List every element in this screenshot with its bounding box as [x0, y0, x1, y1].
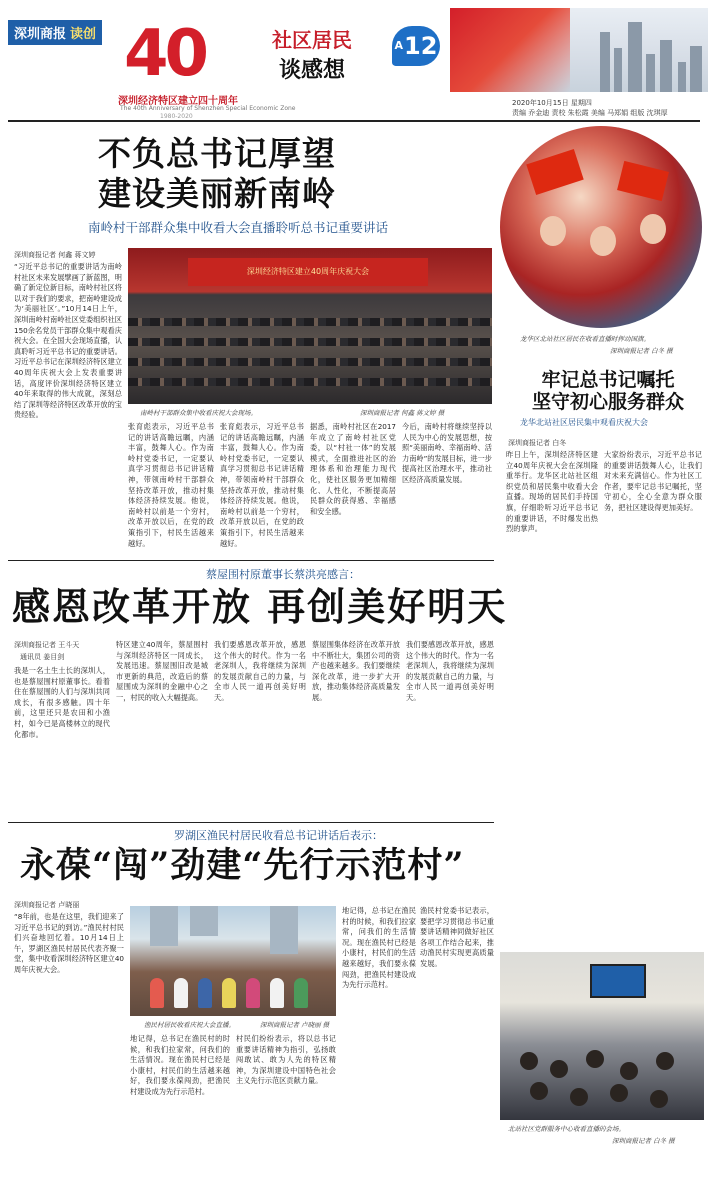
story2-col4b: 我们要感恩改革开放，感恩这个伟大的时代。作为一名老深圳人，我将继续为深圳的发展贡献自己的力量，与全市人民一道再创美好明天。: [406, 640, 494, 702]
masthead: [0, 0, 708, 120]
story-right-subhead: 龙华北站社区居民集中观看庆祝大会: [520, 418, 648, 427]
anniversary-years: 1980-2020: [160, 113, 193, 120]
story-right-headline-line2: 坚守初心服务群众: [532, 391, 685, 413]
page-number-badge: [392, 26, 440, 66]
story1-photo-caption: 南岭村干部群众集中收看庆祝大会现场。: [140, 409, 257, 417]
section-title-line2: 谈感想: [278, 57, 345, 83]
story-right-col2: 大家纷纷表示，习近平总书记的重要讲话鼓舞人心，让我们对未来充满信心。作为社区工作者，要牢记总书记嘱托，坚守初心，全心全意为群众服务，把社区建设得更加美好。: [604, 450, 702, 512]
story2-col1: 我是一名土生土长的深圳人，也是蔡屋围村原董事长。看着住在蔡屋围的人们与深圳共同成长，有很多感触。四十年前，这里还只是农田和小渔村，如今已是高楼林立的现代化都市。: [14, 666, 110, 739]
tv-screen: [590, 964, 646, 998]
story1-subhead: 南岭村干部群众集中收看大会直播聆听总书记重要讲话: [88, 220, 389, 235]
story2-headline: 感恩改革开放 再创美好明天: [12, 584, 508, 629]
story2-byline2: 通讯员 姜目剑: [20, 653, 65, 661]
brand-name: 深圳商报: [14, 27, 67, 42]
masthead-rule: [8, 120, 700, 122]
anniversary-en: The 40th Anniversary of Shenzhen Special Economic Zone: [120, 105, 296, 112]
story-right-byline: 深圳商报记者 白冬: [508, 439, 567, 447]
story-right-col1: 昨日上午，深圳经济特区建立40周年庆祝大会在深圳隆重举行。龙华区北站社区组织党员和居民集中收看大会直播。现场的居民们手持国旗，仔细聆听习近平总书记的重要讲话，不时爆发出热烈的掌声。: [506, 450, 598, 534]
story-right-photo-caption: 龙华区北站社区居民在收看直播时挥动国旗。: [520, 335, 650, 343]
newspaper-brand: [8, 20, 102, 45]
anniversary-number: 40: [124, 17, 206, 91]
story1-headline: [98, 134, 336, 214]
story2-col4: 蔡屋围集体经济在改革开放中不断壮大，集团公司的资产也越来越多。我们要继续深化改革，进一步扩大开放，推动集体经济高质量发展。: [312, 640, 400, 702]
flag-graphic: [617, 161, 669, 201]
anniversary-title: 深圳经济特区建立四十周年: [118, 96, 238, 107]
story1-photo: [128, 248, 492, 404]
story3-col2: 地记得，总书记在渔民村的时候，和我们拉家常，问我们的生活情况。现在渔民村已经是小康村，村民们的生活越来越好，我们要永葆闯劲，把渔民村建设成为先行示范村。: [130, 1034, 230, 1096]
pub-editors: 责编 乔金迪 责校 朱松霞 美编 马郑娟 组版 沈琪厚: [512, 109, 668, 117]
section-title-line1: 社区居民: [272, 28, 352, 52]
story1-col4: 今后，南岭村将继续坚持以人民为中心的发展思想，按照“美丽南岭、幸福南岭、活力南岭”的发展目标，进一步提高社区治理水平，推动社区经济高质量发展。: [402, 422, 492, 484]
divider: [8, 560, 494, 561]
story1-col1: “习近平总书记的重要讲话为南岭村社区未来发展擘画了新蓝图，明确了新定位新目标，南岭村社区将以对于我们的要求，把南岭建设成为‘美丽社区’。”10月14日上午，深圳南岭村南岭社区党委组织社区150余名党员干部群众集中观看庆祝大会。在全国大会现场直播，认真聆听习近平总书记的重要讲话。习近平总书记在深圳经济特区建立40周年庆祝大会上发表重要讲话，高度评价深圳经济特区建立40年来取得的伟大成就，深刻总结了深圳等经济特区改革开放的宝贵经验。: [14, 262, 122, 420]
pub-date: 2020年10月15日 星期四: [512, 99, 592, 107]
story3-headline: 永葆“闯”劲建“先行示范村”: [20, 845, 465, 886]
story-right-bottom-photo: [500, 952, 704, 1120]
story-right-photo: [500, 126, 702, 328]
story3-col1: “8年前，也是在这里，我们迎来了习近平总书记的到访。”渔民村村民们兴奋地回忆着。10月14日上午，罗湖区渔民村居民代表齐聚一堂，集中收看深圳经济特区建立40周年庆祝大会。: [14, 912, 124, 974]
page-number: 12: [404, 32, 438, 60]
story3-col4: 渔民村党委书记表示，要把学习贯彻总书记重要讲话精神同做好社区各项工作结合起来，推动渔民村实现更高质量发展。: [420, 906, 494, 968]
story3-col3b: 地记得，总书记在渔民村的时候，和我们拉家常，问我们的生活情况。现在渔民村已经是小康村，村民们的生活越来越好，我们要永葆闯劲，把渔民村建设成为先行示范村。: [342, 906, 416, 990]
story-right-bottom-photo-credit: 深圳商报记者 白冬 摄: [612, 1137, 675, 1145]
stage-screen: 深圳经济特区建立40周年庆祝大会: [188, 258, 428, 286]
flag-graphic: [450, 8, 570, 92]
story1-col2b: 张育彪表示，习近平总书记的讲话高瞻远瞩，内涵丰富，鼓舞人心。作为南岭村党委书记，一定要认真学习贯彻总书记讲话精神，带领南岭村干部群众坚持改革开放，推动村集体经济持续发展。他说，南岭村以前是一个穷村，改革开放以后，在党的政策指引下，村民生活越来越好。: [220, 422, 304, 548]
story1-headline-line2: 建设美丽新南岭: [98, 174, 336, 213]
story-right-photo-credit: 深圳商报记者 白冬 摄: [610, 347, 673, 355]
story2-kicker: 蔡屋围村原董事长蔡洪亮感言：: [206, 568, 360, 581]
story2-byline: 深圳商报记者 王斗天: [14, 641, 80, 649]
story-right-bottom-photo-caption: 北站社区党群服务中心收看直播的会场。: [508, 1125, 625, 1133]
story3-kicker: 罗湖区渔民村居民收看总书记讲话后表示：: [174, 829, 383, 842]
story1-headline-line1: 不负总书记厚望: [98, 134, 336, 173]
story3-photo-caption: 渔民村居民收看庆祝大会直播。: [144, 1021, 235, 1029]
story1-byline: 深圳商报记者 何鑫 蒋文婷: [14, 251, 96, 259]
story2-col3: 我们要感恩改革开放，感恩这个伟大的时代。作为一名老深圳人，我将继续为深圳的发展贡献自己的力量，与全市人民一道再创美好明天。: [214, 640, 306, 702]
brand-special: 读创: [70, 27, 97, 42]
story1-col2: 张育彪表示，习近平总书记的讲话高瞻远瞩，内涵丰富，鼓舞人心。作为南岭村党委书记，一定要认真学习贯彻总书记讲话精神，带领南岭村干部群众坚持改革开放，推动村集体经济持续发展。他说，南岭村以前是一个穷村，改革开放以后，在党的政策指引下，村民生活越来越好。: [128, 422, 214, 548]
story3-byline: 深圳商报记者 卢晓丽: [14, 901, 80, 909]
story-right-headline: [532, 369, 684, 413]
story3-photo-credit: 深圳商报记者 卢晓丽 摄: [260, 1021, 330, 1029]
story-right-headline-line1: 牢记总书记嘱托: [541, 369, 675, 391]
page-prefix: A: [394, 39, 404, 52]
section-title: [272, 24, 352, 84]
flag-graphic: [526, 149, 583, 195]
story1-col3: 据悉，南岭村社区在2017年成立了南岭村社区党委，以“村社一体”的发展模式，全面推进社区的治理体系和治理能力现代化，使社区服务更加精细化、人性化，不断提高居民群众的获得感、幸福感和安全感。: [310, 422, 396, 516]
publication-info: [512, 98, 668, 118]
story3-col3: 村民们纷纷表示，将以总书记重要讲话精神为指引，弘扬敢闯敢试、敢为人先的特区精神，为深圳建设中国特色社会主义先行示范区贡献力量。: [236, 1034, 336, 1086]
story2-col2: 特区建立40周年，蔡屋围村与深圳经济特区一同成长，发展迅速。蔡屋围旧改是城市更新的典范，改造后的蔡屋围成为深圳的金融中心之一，村民的收入大幅提高。: [116, 640, 208, 702]
story1-photo-credit: 深圳商报记者 何鑫 蒋文婷 摄: [360, 409, 445, 417]
divider: [8, 822, 494, 823]
story3-photo: [130, 906, 336, 1016]
skyline-banner-image: [450, 8, 708, 92]
